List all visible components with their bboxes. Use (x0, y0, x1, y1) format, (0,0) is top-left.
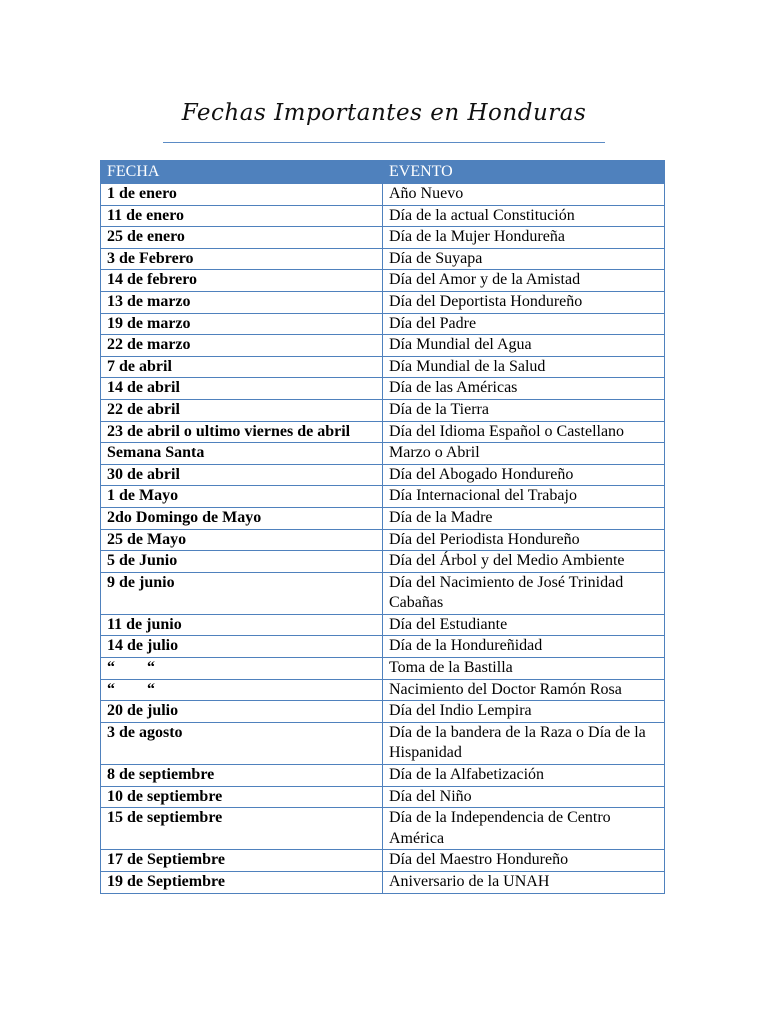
fecha-cell: 19 de Septiembre (101, 872, 383, 894)
table-row (101, 378, 665, 400)
fecha-cell: 19 de marzo (101, 313, 383, 335)
evento-cell: Día de la Tierra (383, 399, 665, 421)
evento-cell: Día de las Américas (383, 378, 665, 400)
evento-cell: Día del Deportista Hondureño (383, 291, 665, 313)
evento-cell: Día de Suyapa (383, 248, 665, 270)
table-row (101, 679, 665, 701)
evento-cell: Día del Árbol y del Medio Ambiente (383, 551, 665, 573)
fecha-cell: 11 de enero (101, 205, 383, 227)
table-row (101, 399, 665, 421)
fecha-cell: 23 de abril o ultimo viernes de abril (101, 421, 383, 443)
column-header-fecha: FECHA (101, 161, 383, 184)
fecha-cell: 14 de abril (101, 378, 383, 400)
evento-cell: Día del Abogado Hondureño (383, 464, 665, 486)
evento-cell: Día del Idioma Español o Castellano (383, 421, 665, 443)
table-row (101, 808, 665, 850)
table-row (101, 786, 665, 808)
fecha-cell: 1 de Mayo (101, 486, 383, 508)
evento-cell: Día del Amor y de la Amistad (383, 270, 665, 292)
evento-cell: Día Internacional del Trabajo (383, 486, 665, 508)
evento-cell: Día del Periodista Hondureño (383, 529, 665, 551)
table-row (101, 313, 665, 335)
evento-cell: Día del Niño (383, 786, 665, 808)
evento-cell: Día Mundial del Agua (383, 335, 665, 357)
fecha-cell: 25 de Mayo (101, 529, 383, 551)
table-row (101, 205, 665, 227)
fecha-cell: 10 de septiembre (101, 786, 383, 808)
table-row (101, 850, 665, 872)
table-row (101, 270, 665, 292)
table-row (101, 335, 665, 357)
fecha-cell: 17 de Septiembre (101, 850, 383, 872)
evento-cell: Día del Estudiante (383, 614, 665, 636)
evento-cell: Día de la actual Constitución (383, 205, 665, 227)
table-row (101, 658, 665, 680)
evento-cell: Día de la Mujer Hondureña (383, 227, 665, 249)
fecha-cell: 13 de marzo (101, 291, 383, 313)
evento-cell: Día Mundial de la Salud (383, 356, 665, 378)
fecha-cell: 14 de febrero (101, 270, 383, 292)
table-row (101, 551, 665, 573)
table-header-row (101, 161, 665, 184)
fecha-cell: 2do Domingo de Mayo (101, 507, 383, 529)
table-row (101, 356, 665, 378)
fecha-cell: 3 de Febrero (101, 248, 383, 270)
evento-cell: Día del Padre (383, 313, 665, 335)
evento-cell: Día de la Independencia de Centro América (383, 808, 665, 850)
evento-cell: Día del Indio Lempira (383, 701, 665, 723)
fecha-cell: 3 de agosto (101, 722, 383, 764)
events-table (100, 160, 665, 894)
table-row (101, 227, 665, 249)
table-row (101, 507, 665, 529)
evento-cell: Aniversario de la UNAH (383, 872, 665, 894)
fecha-cell: “ “ (101, 679, 383, 701)
table-row (101, 614, 665, 636)
fecha-cell: 11 de junio (101, 614, 383, 636)
evento-cell: Día de la bandera de la Raza o Día de la Hispanidad (383, 722, 665, 764)
evento-cell: Año Nuevo (383, 184, 665, 206)
fecha-cell: 25 de enero (101, 227, 383, 249)
table-row (101, 464, 665, 486)
evento-cell: Día de la Madre (383, 507, 665, 529)
fecha-cell: “ “ (101, 658, 383, 680)
table-row (101, 184, 665, 206)
evento-cell: Día de la Alfabetización (383, 765, 665, 787)
table-row (101, 486, 665, 508)
table-row (101, 701, 665, 723)
fecha-cell: 9 de junio (101, 572, 383, 614)
title-underline (163, 142, 605, 143)
table-row (101, 529, 665, 551)
table-row (101, 421, 665, 443)
table-row (101, 248, 665, 270)
fecha-cell: 20 de julio (101, 701, 383, 723)
fecha-cell: 5 de Junio (101, 551, 383, 573)
fecha-cell: Semana Santa (101, 443, 383, 465)
fecha-cell: 22 de marzo (101, 335, 383, 357)
table-row (101, 443, 665, 465)
fecha-cell: 14 de julio (101, 636, 383, 658)
table-row (101, 872, 665, 894)
evento-cell: Toma de la Bastilla (383, 658, 665, 680)
fecha-cell: 7 de abril (101, 356, 383, 378)
evento-cell: Día de la Hondureñidad (383, 636, 665, 658)
fecha-cell: 30 de abril (101, 464, 383, 486)
fecha-cell: 1 de enero (101, 184, 383, 206)
column-header-evento: EVENTO (383, 161, 665, 184)
table-row (101, 765, 665, 787)
fecha-cell: 8 de septiembre (101, 765, 383, 787)
fecha-cell: 15 de septiembre (101, 808, 383, 850)
evento-cell: Nacimiento del Doctor Ramón Rosa (383, 679, 665, 701)
page-title: Fechas Importantes en Honduras (181, 100, 587, 126)
table-body (101, 184, 665, 894)
evento-cell: Día del Maestro Hondureño (383, 850, 665, 872)
fecha-cell: 22 de abril (101, 399, 383, 421)
evento-cell: Marzo o Abril (383, 443, 665, 465)
table-row (101, 722, 665, 764)
table-row (101, 636, 665, 658)
table-row (101, 572, 665, 614)
table-row (101, 291, 665, 313)
evento-cell: Día del Nacimiento de José Trinidad Cabañas (383, 572, 665, 614)
